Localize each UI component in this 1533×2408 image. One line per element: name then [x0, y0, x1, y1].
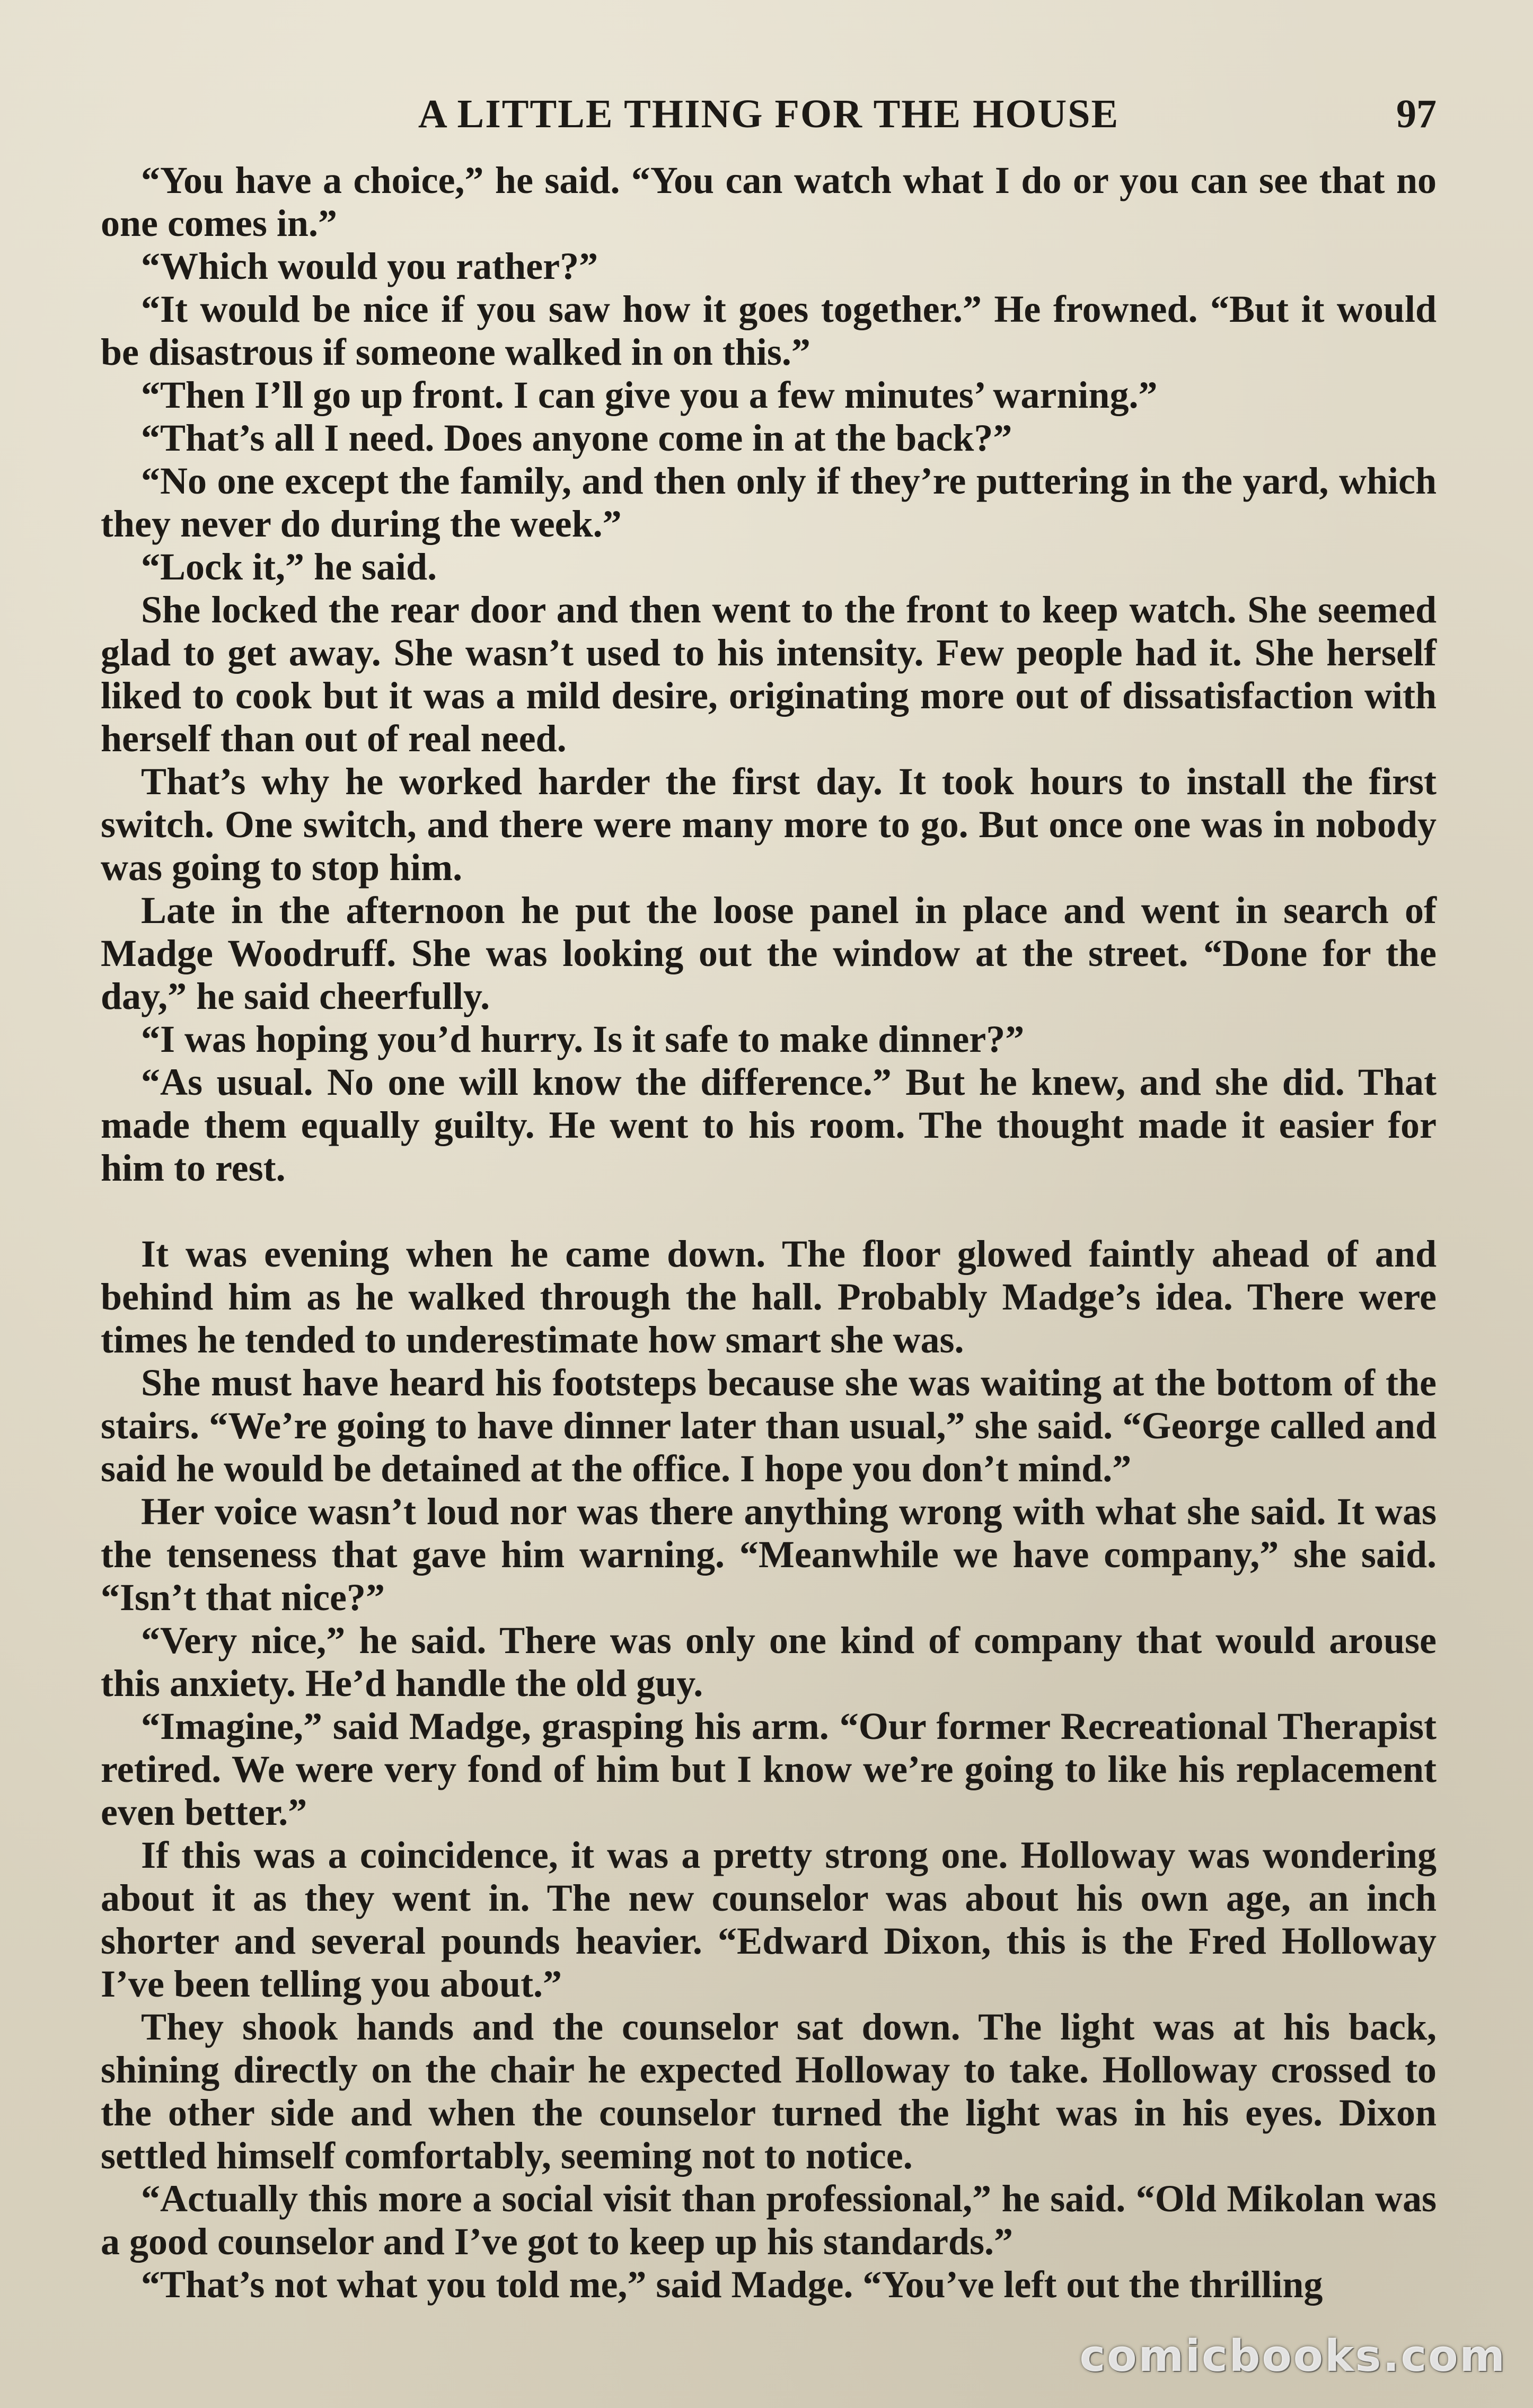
page-header	[101, 85, 1437, 143]
running-title: A LITTLE THING FOR THE HOUSE	[418, 92, 1120, 136]
paragraph: That’s why he worked harder the first day. It took hours to install the first switch. One switch, and there were many more to go. But once one was in nobody was going to stop him.	[101, 760, 1437, 889]
paragraph: “Then I’ll go up front. I can give you a few minutes’ warning.”	[141, 374, 1158, 416]
page-number: 97	[1396, 92, 1437, 136]
paragraph: “That’s all I need. Does anyone come in at the back?”	[141, 417, 1012, 459]
paragraph: “No one except the family, and then only if they’re puttering in the yard, which they never do during the week.”	[101, 460, 1437, 545]
paragraph: “I was hoping you’d hurry. Is it safe to make dinner?”	[141, 1018, 1025, 1060]
body-text	[101, 159, 1437, 2306]
paragraph: “Imagine,” said Madge, grasping his arm. “Our former Recreational Therapist retired. We were very fond of him but I know we’re going to like his replacement even better.”	[101, 1705, 1437, 1833]
paragraph: “As usual. No one will know the difference.” But he knew, and she did. That made them equally guilty. He went to his room. The thought made it easier for him to rest.	[101, 1061, 1437, 1189]
paragraph: “It would be nice if you saw how it goes together.” He frowned. “But it would be disastrous if someone walked in on this.”	[101, 288, 1437, 373]
paragraph: “That’s not what you told me,” said Madge. “You’ve left out the thrilling	[141, 2263, 1323, 2306]
paragraph: “Which would you rather?”	[141, 245, 598, 287]
paragraph: “You have a choice,” he said. “You can watch what I do or you can see that no one comes in.”	[101, 159, 1437, 244]
paragraph: If this was a coincidence, it was a pretty strong one. Holloway was wondering about it as they went in. The new counselor was about his own age, an inch shorter and several pounds heavier. “Edward Dixon, this is the Fred Holloway I’ve been telling you about.”	[101, 1834, 1437, 2005]
paragraph: “Very nice,” he said. There was only one kind of company that would arouse this anxiety. He’d handle the old guy.	[101, 1619, 1437, 1704]
paragraph: “Lock it,” he said.	[141, 546, 437, 588]
paragraph: They shook hands and the counselor sat down. The light was at his back, shining directly on the chair he expected Holloway to take. Holloway crossed to the other side and when the counselor turned the light was in his eyes. Dixon settled himself comfortably, seeming not to notice.	[101, 2006, 1437, 2177]
paragraph: “Actually this more a social visit than professional,” he said. “Old Mikolan was a good counselor and I’ve got to keep up his standards.”	[101, 2177, 1437, 2263]
watermark: comicbooks.com	[1079, 2331, 1506, 2381]
paragraph: It was evening when he came down. The floor glowed faintly ahead of and behind him as he walked through the hall. Probably Madge’s idea. There were times he tended to underestimate how smart she was.	[101, 1233, 1437, 1361]
paragraph: Late in the afternoon he put the loose panel in place and went in search of Madge Woodruff. She was looking out the window at the street. “Done for the day,” he said cheerfully.	[101, 889, 1437, 1017]
paragraph: Her voice wasn’t loud nor was there anything wrong with what she said. It was the tenseness that gave him warning. “Meanwhile we have company,” she said. “Isn’t that nice?”	[101, 1490, 1437, 1619]
paragraph: She locked the rear door and then went to the front to keep watch. She seemed glad to get away. She wasn’t used to his intensity. Few people had it. She herself liked to cook but it was a mild desire, originating more out of dissatisfaction with herself than out of real need.	[101, 588, 1437, 760]
paragraph: She must have heard his footsteps because she was waiting at the bottom of the stairs. “We’re going to have dinner later than usual,” she said. “George called and said he would be detained at the office. I hope you don’t mind.”	[101, 1361, 1437, 1490]
